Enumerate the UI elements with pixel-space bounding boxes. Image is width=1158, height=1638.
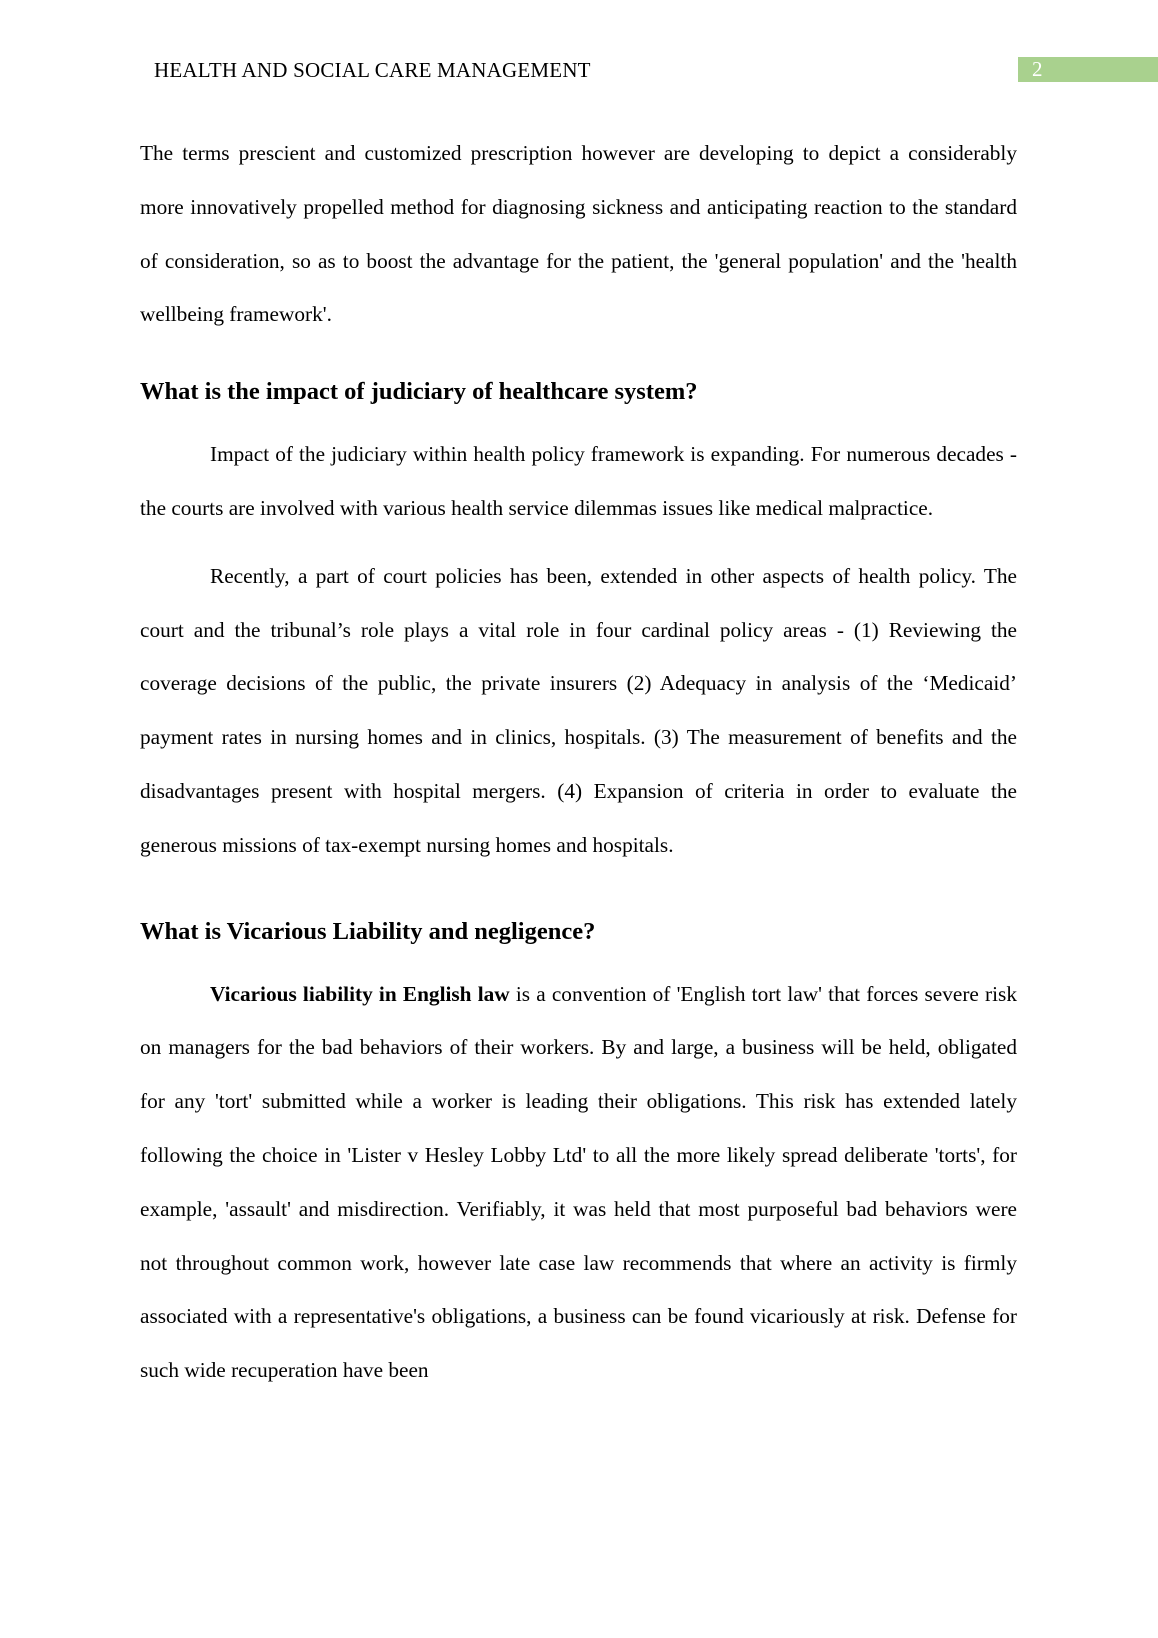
running-head: HEALTH AND SOCIAL CARE MANAGEMENT <box>154 58 591 82</box>
intro-paragraph: The terms prescient and customized prescription however are developing to depict a considerably more innovatively propelled method for diagnosing sickness and anticipating reaction to the standard of consideration, so as to boost the advantage for the patient, the 'general population' and the 'health wellbeing framework'. <box>140 141 1017 327</box>
section-heading-vicarious-liability: What is Vicarious Liability and negligence? <box>140 917 596 945</box>
page-number: 2 <box>1032 57 1043 81</box>
page-number-badge <box>1018 57 1158 82</box>
judiciary-paragraph-2: Recently, a part of court policies has been, extended in other aspects of health policy. The court and the tribunal’s role plays a vital role in four cardinal policy areas - (1) Reviewing the coverage decisions of the public, the private insurers (2) Adequacy in analysis of the ‘Medicaid’ payment rates in nursing homes and in clinics, hospitals. (3) The measurement of benefits and the disadvantages present with hospital mergers. (4) Expansion of criteria in order to evaluate the generous missions of tax-exempt nursing homes and hospitals. <box>140 563 1017 857</box>
section-heading-judiciary: What is the impact of judiciary of healthcare system? <box>140 378 698 406</box>
document-body <box>140 127 1017 1398</box>
page-header <box>0 56 1158 84</box>
vicarious-liability-text: is a convention of 'English tort law' that forces severe risk on managers for the bad behaviors of their workers. By and large, a business will be held, obligated for any 'tort' submitted while a worker is leading their obligations. This risk has extended lately following the choice in 'Lister v Hesley Lobby Ltd' to all the more likely spread deliberate 'torts', for example, 'assault' and misdirection. Verifiably, it was held that most purposeful bad behaviors were not throughout common work, however late case law recommends that where an activity is firmly associated with a representative's obligations, a business can be found vicariously at risk. Defense for such wide recuperation have been <box>140 981 1017 1383</box>
vicarious-liability-paragraph <box>140 968 1017 1398</box>
vicarious-liability-term: Vicarious liability in English law <box>210 981 510 1006</box>
judiciary-paragraph-1: Impact of the judiciary within health policy framework is expanding. For numerous decades - the courts are involved with various health service dilemmas issues like medical malpractice. <box>140 442 1017 520</box>
